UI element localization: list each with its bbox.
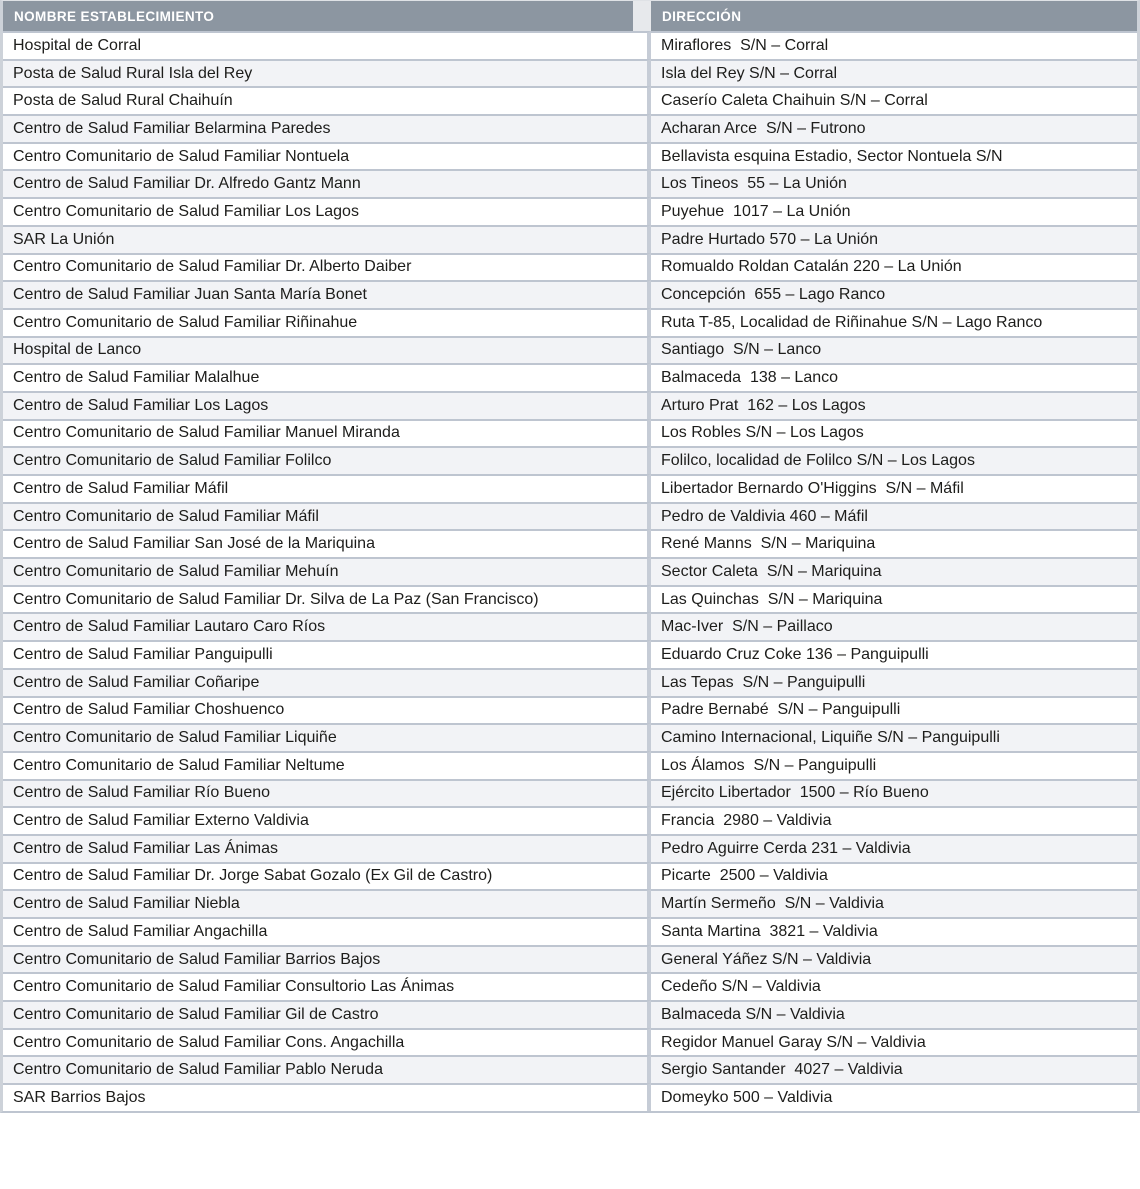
- address-cell: Libertador Bernardo O'Higgins S/N – Máfil: [651, 474, 1137, 502]
- address-cell: Domeyko 500 – Valdivia: [651, 1083, 1137, 1111]
- table-row: [3, 834, 1137, 862]
- address-cell: Martín Sermeño S/N – Valdivia: [651, 889, 1137, 917]
- address-cell: Picarte 2500 – Valdivia: [651, 862, 1137, 890]
- address-cell: Sector Caleta S/N – Mariquina: [651, 557, 1137, 585]
- establishment-name-cell: Centro Comunitario de Salud Familiar Pablo Neruda: [3, 1055, 651, 1083]
- address-cell: Pedro Aguirre Cerda 231 – Valdivia: [651, 834, 1137, 862]
- establishment-name-cell: Centro de Salud Familiar Belarmina Paredes: [3, 114, 651, 142]
- table-row: [3, 59, 1137, 87]
- establishment-name-cell: Hospital de Corral: [3, 31, 651, 59]
- table-row: [3, 114, 1137, 142]
- establishment-name-cell: Centro Comunitario de Salud Familiar Cons. Angachilla: [3, 1028, 651, 1056]
- establishment-name-cell: Centro Comunitario de Salud Familiar Dr. Silva de La Paz (San Francisco): [3, 585, 651, 613]
- address-cell: Folilco, localidad de Folilco S/N – Los Lagos: [651, 446, 1137, 474]
- table-row: [3, 723, 1137, 751]
- establishment-name-cell: Centro de Salud Familiar Lautaro Caro Ríos: [3, 612, 651, 640]
- address-cell: Francia 2980 – Valdivia: [651, 806, 1137, 834]
- table-row: [3, 253, 1137, 281]
- table-row: [3, 529, 1137, 557]
- table-row: [3, 557, 1137, 585]
- establishment-name-cell: Centro Comunitario de Salud Familiar Folilco: [3, 446, 651, 474]
- establishment-name-cell: Centro de Salud Familiar Río Bueno: [3, 779, 651, 807]
- table-body: [3, 31, 1137, 1111]
- table-row: [3, 419, 1137, 447]
- table-row: [3, 280, 1137, 308]
- address-cell: Miraflores S/N – Corral: [651, 31, 1137, 59]
- address-cell: Santa Martina 3821 – Valdivia: [651, 917, 1137, 945]
- table-row: [3, 225, 1137, 253]
- establishment-name-cell: Centro Comunitario de Salud Familiar Liquiñe: [3, 723, 651, 751]
- table-row: [3, 363, 1137, 391]
- address-cell: Caserío Caleta Chaihuin S/N – Corral: [651, 86, 1137, 114]
- establishment-name-cell: Centro de Salud Familiar Panguipulli: [3, 640, 651, 668]
- address-cell: Romualdo Roldan Catalán 220 – La Unión: [651, 253, 1137, 281]
- table-row: [3, 696, 1137, 724]
- address-cell: Sergio Santander 4027 – Valdivia: [651, 1055, 1137, 1083]
- address-cell: Las Tepas S/N – Panguipulli: [651, 668, 1137, 696]
- table-row: [3, 502, 1137, 530]
- establishment-name-cell: Centro Comunitario de Salud Familiar Riñinahue: [3, 308, 651, 336]
- table-row: [3, 612, 1137, 640]
- establishment-name-cell: Centro de Salud Familiar San José de la Mariquina: [3, 529, 651, 557]
- table-row: [3, 86, 1137, 114]
- table-row: [3, 972, 1137, 1000]
- table-row: [3, 31, 1137, 59]
- establishment-name-cell: Centro de Salud Familiar Juan Santa María Bonet: [3, 280, 651, 308]
- establishment-name-cell: Centro de Salud Familiar Malalhue: [3, 363, 651, 391]
- address-cell: Los Tineos 55 – La Unión: [651, 169, 1137, 197]
- table-row: [3, 1000, 1137, 1028]
- table-row: [3, 1055, 1137, 1083]
- establishment-name-cell: Centro de Salud Familiar Las Ánimas: [3, 834, 651, 862]
- establishment-name-cell: Hospital de Lanco: [3, 336, 651, 364]
- address-cell: Santiago S/N – Lanco: [651, 336, 1137, 364]
- address-cell: Arturo Prat 162 – Los Lagos: [651, 391, 1137, 419]
- address-cell: Bellavista esquina Estadio, Sector Nontuela S/N: [651, 142, 1137, 170]
- address-cell: Acharan Arce S/N – Futrono: [651, 114, 1137, 142]
- establishment-name-cell: Centro de Salud Familiar Niebla: [3, 889, 651, 917]
- establishment-name-cell: Centro Comunitario de Salud Familiar Dr. Alberto Daiber: [3, 253, 651, 281]
- establishment-name-cell: Centro de Salud Familiar Coñaripe: [3, 668, 651, 696]
- table-row: [3, 751, 1137, 779]
- establishment-name-cell: Centro Comunitario de Salud Familiar Consultorio Las Ánimas: [3, 972, 651, 1000]
- establishment-name-cell: SAR Barrios Bajos: [3, 1083, 651, 1111]
- establishment-name-cell: Centro Comunitario de Salud Familiar Mehuín: [3, 557, 651, 585]
- address-cell: Padre Bernabé S/N – Panguipulli: [651, 696, 1137, 724]
- table-row: [3, 391, 1137, 419]
- table-row: [3, 889, 1137, 917]
- address-cell: Camino Internacional, Liquiñe S/N – Panguipulli: [651, 723, 1137, 751]
- establishment-name-cell: Centro Comunitario de Salud Familiar Máfil: [3, 502, 651, 530]
- establishment-name-cell: Centro Comunitario de Salud Familiar Neltume: [3, 751, 651, 779]
- column-header-nombre-establecimiento: NOMBRE ESTABLECIMIENTO: [3, 1, 651, 31]
- table-header: [3, 1, 1137, 31]
- address-cell: Balmaceda 138 – Lanco: [651, 363, 1137, 391]
- table-row: [3, 806, 1137, 834]
- address-cell: René Manns S/N – Mariquina: [651, 529, 1137, 557]
- table-row: [3, 917, 1137, 945]
- establishment-name-cell: Centro Comunitario de Salud Familiar Nontuela: [3, 142, 651, 170]
- establishment-name-cell: Centro de Salud Familiar Dr. Jorge Sabat Gozalo (Ex Gil de Castro): [3, 862, 651, 890]
- establishment-name-cell: Posta de Salud Rural Chaihuín: [3, 86, 651, 114]
- table-row: [3, 668, 1137, 696]
- address-cell: Pedro de Valdivia 460 – Máfil: [651, 502, 1137, 530]
- establishment-name-cell: Centro de Salud Familiar Choshuenco: [3, 696, 651, 724]
- address-cell: Cedeño S/N – Valdivia: [651, 972, 1137, 1000]
- address-cell: Mac-Iver S/N – Paillaco: [651, 612, 1137, 640]
- establishment-name-cell: Centro de Salud Familiar Externo Valdivia: [3, 806, 651, 834]
- establishment-name-cell: Centro de Salud Familiar Angachilla: [3, 917, 651, 945]
- address-cell: Concepción 655 – Lago Ranco: [651, 280, 1137, 308]
- establishment-name-cell: Centro Comunitario de Salud Familiar Barrios Bajos: [3, 945, 651, 973]
- address-cell: Las Quinchas S/N – Mariquina: [651, 585, 1137, 613]
- table-row: [3, 779, 1137, 807]
- address-cell: Balmaceda S/N – Valdivia: [651, 1000, 1137, 1028]
- table-row: [3, 1028, 1137, 1056]
- table-row: [3, 197, 1137, 225]
- table-row: [3, 585, 1137, 613]
- table-row: [3, 945, 1137, 973]
- address-cell: Padre Hurtado 570 – La Unión: [651, 225, 1137, 253]
- address-cell: Ejército Libertador 1500 – Río Bueno: [651, 779, 1137, 807]
- table-row: [3, 862, 1137, 890]
- table-row: [3, 474, 1137, 502]
- address-cell: Isla del Rey S/N – Corral: [651, 59, 1137, 87]
- address-cell: Puyehue 1017 – La Unión: [651, 197, 1137, 225]
- establishment-name-cell: Centro Comunitario de Salud Familiar Manuel Miranda: [3, 419, 651, 447]
- table-row: [3, 336, 1137, 364]
- table-row: [3, 640, 1137, 668]
- address-cell: Eduardo Cruz Coke 136 – Panguipulli: [651, 640, 1137, 668]
- establishment-name-cell: Centro de Salud Familiar Máfil: [3, 474, 651, 502]
- address-cell: General Yáñez S/N – Valdivia: [651, 945, 1137, 973]
- establishment-name-cell: Centro de Salud Familiar Dr. Alfredo Gantz Mann: [3, 169, 651, 197]
- establishment-name-cell: Posta de Salud Rural Isla del Rey: [3, 59, 651, 87]
- address-cell: Los Álamos S/N – Panguipulli: [651, 751, 1137, 779]
- address-cell: Ruta T-85, Localidad de Riñinahue S/N – Lago Ranco: [651, 308, 1137, 336]
- table-row: [3, 169, 1137, 197]
- establishment-name-cell: Centro de Salud Familiar Los Lagos: [3, 391, 651, 419]
- table-row: [3, 1083, 1137, 1111]
- header-row: [3, 1, 1137, 31]
- table-row: [3, 142, 1137, 170]
- address-cell: Los Robles S/N – Los Lagos: [651, 419, 1137, 447]
- table-row: [3, 308, 1137, 336]
- table-row: [3, 446, 1137, 474]
- establishment-name-cell: Centro Comunitario de Salud Familiar Los Lagos: [3, 197, 651, 225]
- establishment-name-cell: Centro Comunitario de Salud Familiar Gil de Castro: [3, 1000, 651, 1028]
- address-cell: Regidor Manuel Garay S/N – Valdivia: [651, 1028, 1137, 1056]
- establishment-name-cell: SAR La Unión: [3, 225, 651, 253]
- column-header-direccion: DIRECCIÓN: [651, 1, 1137, 31]
